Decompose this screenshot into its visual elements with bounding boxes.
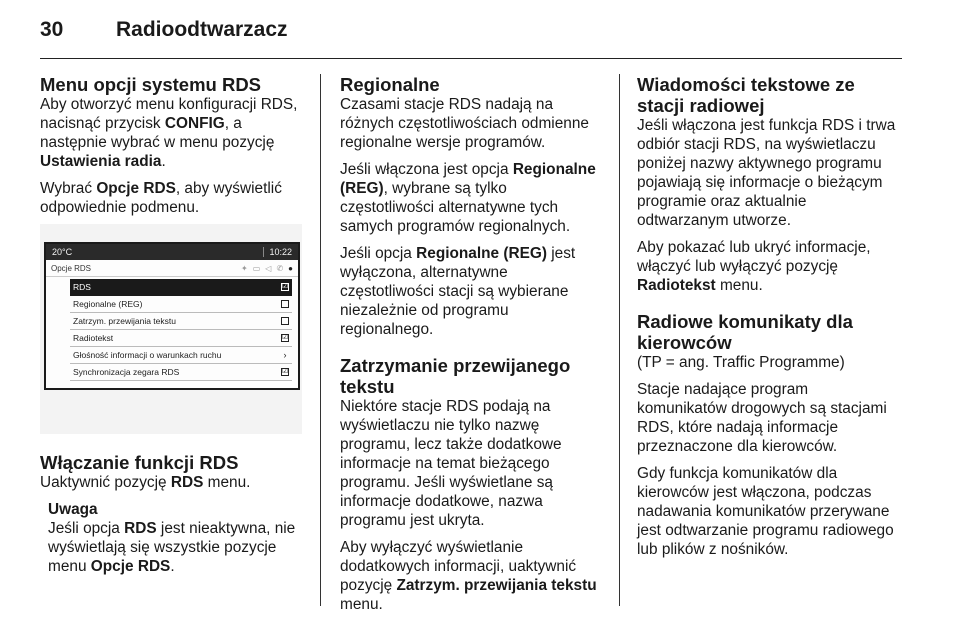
info-icon: ● xyxy=(288,263,293,273)
signal-icon: ✦ xyxy=(241,263,248,273)
menu-title-bar xyxy=(46,260,298,277)
display-screenshot xyxy=(40,224,302,434)
column-2 xyxy=(340,74,604,622)
temperature-readout: 20°C xyxy=(52,247,73,257)
checkbox-empty-icon xyxy=(281,300,289,308)
paragraph: Aby wyłączyć wyświetlanie dodatkowych informacji, uaktywnić pozycję Zatrzym. przewijania tekstu menu. xyxy=(340,539,597,613)
paragraph: (TP = ang. Traffic Programme) xyxy=(637,354,845,371)
page-header xyxy=(40,18,902,59)
infotainment-screen xyxy=(44,242,300,390)
section-heading-radiotext: Wiadomości tekstowe ze stacji radiowej xyxy=(637,74,855,116)
rds-options-list xyxy=(70,279,292,381)
menu-item-stop-scroll[interactable]: Zatrzym. przewijania tekstu xyxy=(70,313,292,330)
menu-item-clock-sync[interactable]: Synchronizacja zegara RDS ☑ xyxy=(70,364,292,381)
section-heading-regional: Regionalne xyxy=(340,74,440,95)
paragraph: Jeśli opcja Regionalne (REG) jest wyłączona, alternatywne częstotliwości stacji są wybierane niezależnie od programu regionalnego. xyxy=(340,245,576,338)
column-3 xyxy=(637,74,901,567)
paragraph: Aby otworzyć menu konfiguracji RDS, nacisnąć przycisk CONFIG, a następnie wybrać w menu pozycję Ustawienia radia. xyxy=(40,96,298,170)
checkbox-checked-icon: ☑ xyxy=(282,283,289,290)
section-heading-stop-scroll: Zatrzymanie przewijanego tekstu xyxy=(340,355,571,397)
paragraph: Jeśli włączona jest opcja Regionalne (REG), wybrane są tylko częstotliwości alternatywne tych samych programów regionalnych. xyxy=(340,161,596,235)
note-heading: Uwaga xyxy=(48,501,98,518)
status-bar xyxy=(46,244,298,260)
page-number: 30 xyxy=(40,18,64,41)
section-heading-rds-menu: Menu opcji systemu RDS xyxy=(40,74,262,95)
paragraph: Gdy funkcja komunikatów dla kierowców jest włączona, podczas nadawania komunikatów przerywane jest odtwarzanie programu radiowego lub plików z nośników. xyxy=(637,465,894,558)
paragraph: Stacje nadające program komunikatów drogowych są stacjami RDS, które nadają informacje przeznaczone dla kierowców. xyxy=(637,381,887,455)
column-1-lower xyxy=(40,452,304,576)
paragraph: Czasami stacje RDS nadają na różnych częstotliwościach odmienne regionalne wersje programów. xyxy=(340,96,589,151)
menu-item-regional[interactable]: Regionalne (REG) xyxy=(70,296,292,313)
paragraph: Wybrać Opcje RDS, aby wyświetlić odpowiednie podmenu. xyxy=(40,180,282,216)
checkbox-checked-icon: ☑ xyxy=(282,368,289,375)
column-divider xyxy=(320,74,321,606)
chapter-title: Radioodtwarzacz xyxy=(116,18,288,41)
clock-readout: 10:22 xyxy=(263,247,292,257)
paragraph: Aby pokazać lub ukryć informacje, włączyć lub wyłączyć pozycję Radiotekst menu. xyxy=(637,239,871,294)
mute-icon: ◁ xyxy=(265,263,272,273)
checkbox-checked-icon: ☑ xyxy=(282,334,289,341)
checkbox-empty-icon xyxy=(281,317,289,325)
menu-item-radiotext[interactable]: Radiotekst ☑ xyxy=(70,330,292,347)
section-heading-traffic: Radiowe komunikaty dla kierowców xyxy=(637,311,853,353)
phone-icon: ✆ xyxy=(276,263,284,273)
paragraph: Uaktywnić pozycję RDS menu. xyxy=(40,474,251,491)
paragraph: Niektóre stacje RDS podają na wyświetlaczu nie tylko nazwę programu, lecz także dodatkowe informacje na temat bieżącego programu. Jeśli wyświetlane są informacje dodatkowe, nazwa programu jest ukryta. xyxy=(340,398,562,529)
tuner-icon: ▭ xyxy=(252,263,261,273)
menu-item-rds[interactable]: RDS ☑ xyxy=(70,279,292,296)
menu-item-traffic-volume[interactable]: Głośność informacji o warunkach ruchu › xyxy=(70,347,292,364)
chevron-right-icon: › xyxy=(283,350,287,360)
menu-title: Opcje RDS xyxy=(51,263,92,273)
section-heading-enable-rds: Włączanie funkcji RDS xyxy=(40,452,239,473)
note-box xyxy=(48,500,304,576)
column-1 xyxy=(40,74,304,225)
paragraph: Jeśli włączona jest funkcja RDS i trwa odbiór stacji RDS, na wyświetlaczu poniżej nazwy aktywnego programu pojawiają się informacje o bieżącym programie oraz aktualnie odtwarzanym utworze. xyxy=(637,117,896,229)
note-text: Jeśli opcja RDS jest nieaktywna, nie wyświetlają się wszystkie pozycje menu Opcje RDS. xyxy=(48,520,296,575)
column-divider xyxy=(619,74,620,606)
